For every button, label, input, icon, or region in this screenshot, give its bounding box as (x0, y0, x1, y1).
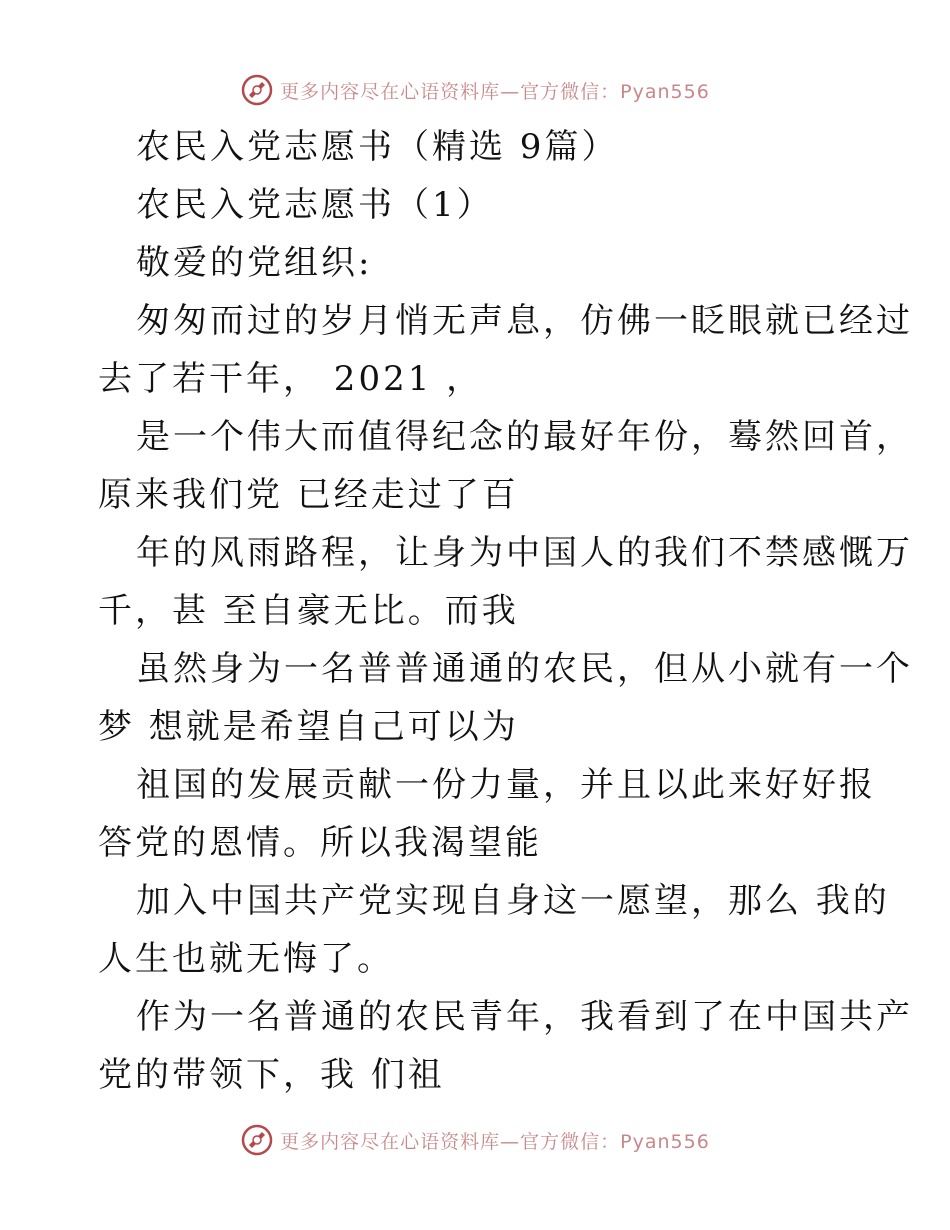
text-line: 虽然身为一名普普通通的农民，但从小就有一个 (136, 649, 913, 689)
text-line: 人生也就无悔了。 (98, 939, 394, 979)
text-line: 梦 想就是希望自己可以为 (98, 707, 519, 747)
section-heading: 农民入党志愿书（1） (136, 185, 494, 225)
watermark-text: 更多内容尽在心语资料库—官方微信：Pyan556 (280, 1130, 710, 1153)
salutation: 敬爱的党组织: (136, 243, 373, 283)
document-title: 农民入党志愿书（精选 9篇） (136, 127, 619, 167)
text-line: 加入中国共产党实现自身这一愿望，那么 我的 (136, 881, 890, 921)
document-body (98, 118, 913, 1104)
text-line: 党的带领下，我 们祖 (98, 1055, 445, 1095)
watermark-text: 更多内容尽在心语资料库—官方微信：Pyan556 (280, 80, 710, 103)
watermark-logo-icon (240, 1123, 274, 1157)
footer-watermark (0, 1120, 950, 1160)
header-watermark (0, 70, 950, 110)
text-line: 年的风雨路程，让身为中国人的我们不禁感慨万 (136, 533, 913, 573)
text-line: 去了若干年， 2021 ， (98, 359, 484, 399)
text-line: 作为一名普通的农民青年，我看到了在中国共产 (136, 997, 913, 1037)
watermark-logo-icon (240, 73, 274, 107)
text-line: 原来我们党 已经走过了百 (98, 475, 519, 515)
text-line: 匆匆而过的岁月悄无声息，仿佛一眨眼就已经过 (136, 301, 913, 341)
text-line: 答党的恩情。所以我渴望能 (98, 823, 542, 863)
text-line: 千，甚 至自豪无比。而我 (98, 591, 519, 631)
text-line: 是一个伟大而值得纪念的最好年份，蓦然回首， (136, 417, 913, 457)
text-line: 祖国的发展贡献一份力量，并且以此来好好报 (136, 765, 876, 805)
